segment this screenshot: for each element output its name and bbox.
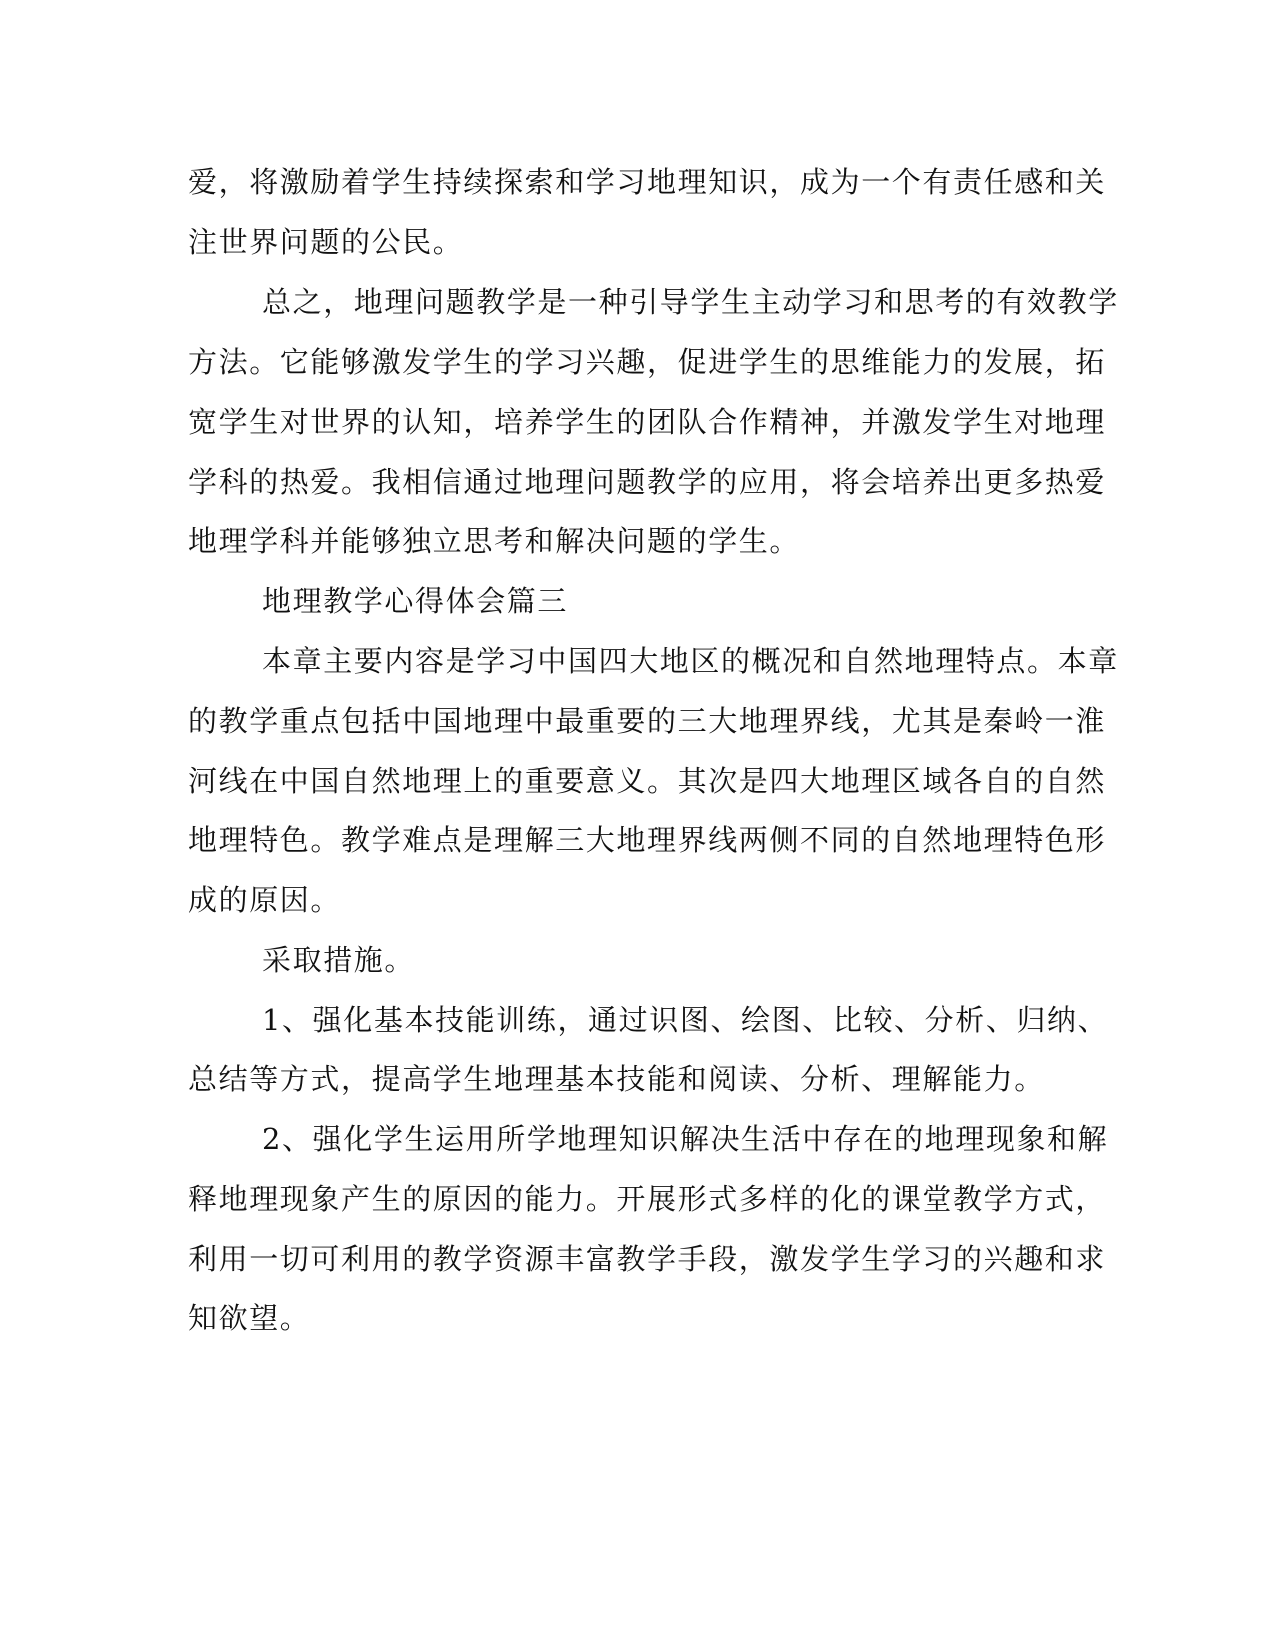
paragraph-line: 方法。它能够激发学生的学习兴趣，促进学生的思维能力的发展，拓 [188, 345, 1107, 379]
section-heading: 地理教学心得体会篇三 [262, 584, 569, 618]
paragraph-line: 宽学生对世界的认知，培养学生的团队合作精神，并激发学生对地理 [188, 405, 1107, 439]
paragraph-line: 本章主要内容是学习中国四大地区的概况和自然地理特点。本章 [262, 644, 1119, 678]
paragraph-line: 总之，地理问题教学是一种引导学生主动学习和思考的有效教学 [262, 285, 1119, 319]
paragraph-line: 地理特色。教学难点是理解三大地理界线两侧不同的自然地理特色形 [188, 823, 1107, 857]
paragraph-line: 成的原因。 [188, 883, 342, 917]
list-item-line: 1、强化基本技能训练，通过识图、绘图、比较、分析、归纳、 [262, 1003, 1109, 1037]
paragraph-line: 采取措施。 [262, 943, 416, 977]
list-item-line: 知欲望。 [188, 1301, 311, 1335]
list-item-line: 2、强化学生运用所学地理知识解决生活中存在的地理现象和解 [262, 1122, 1109, 1156]
paragraph-line: 的教学重点包括中国地理中最重要的三大地理界线，尤其是秦岭一淮 [188, 704, 1107, 738]
list-item-line: 释地理现象产生的原因的能力。开展形式多样的化的课堂教学方式， [188, 1182, 1107, 1216]
paragraph-line: 河线在中国自然地理上的重要意义。其次是四大地理区域各自的自然 [188, 764, 1107, 798]
paragraph-line: 地理学科并能够独立思考和解决问题的学生。 [188, 524, 801, 558]
list-item-line: 总结等方式，提高学生地理基本技能和阅读、分析、理解能力。 [188, 1062, 1045, 1096]
paragraph-line: 学科的热爱。我相信通过地理问题教学的应用，将会培养出更多热爱 [188, 465, 1107, 499]
paragraph-line: 爱，将激励着学生持续探索和学习地理知识，成为一个有责任感和关 [188, 165, 1107, 199]
list-item-line: 利用一切可利用的教学资源丰富教学手段，激发学生学习的兴趣和求 [188, 1242, 1107, 1276]
paragraph-line: 注世界问题的公民。 [188, 225, 464, 259]
